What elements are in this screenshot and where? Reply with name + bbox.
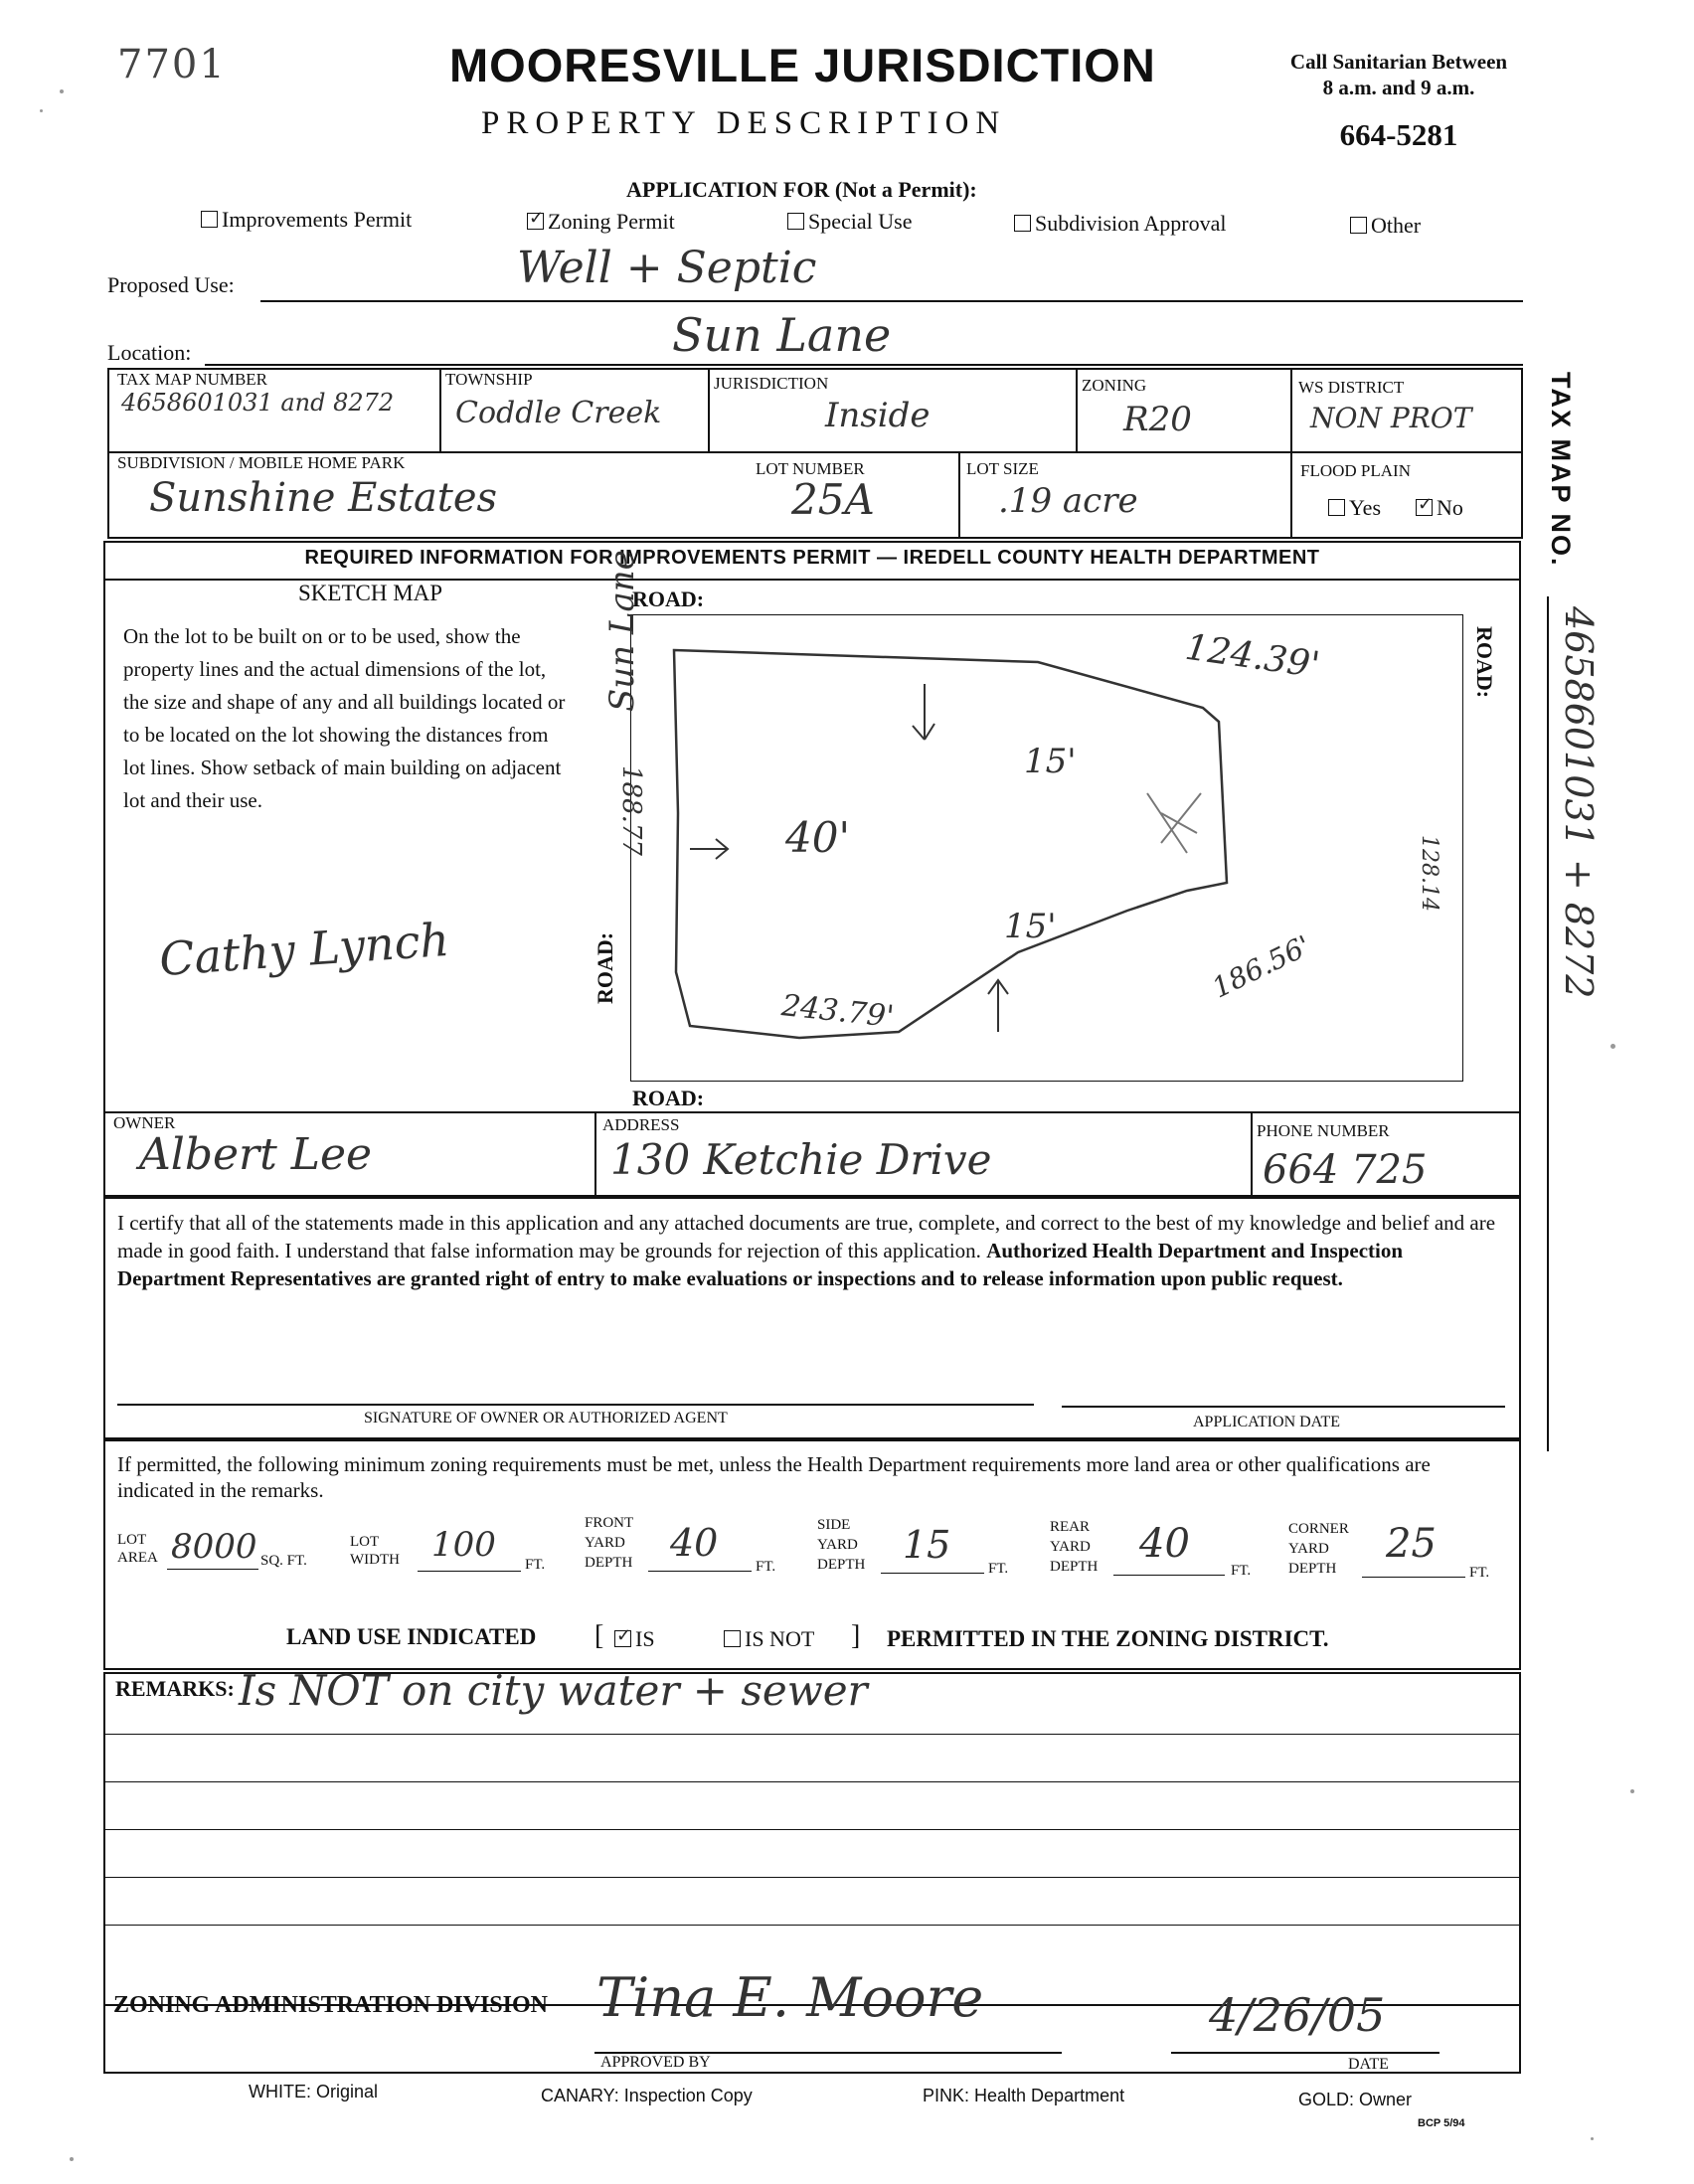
checkbox-zoning[interactable] xyxy=(527,213,544,230)
land-use-label: LAND USE INDICATED xyxy=(286,1624,537,1649)
flood-yes-option[interactable]: Yes xyxy=(1328,495,1381,521)
location-label: Location: xyxy=(107,340,192,365)
owner-label: OWNER xyxy=(113,1113,176,1132)
sketch-heading: SKETCH MAP xyxy=(298,581,443,605)
setback-side-top: 15' xyxy=(1024,742,1077,781)
flood-plain-label: FLOOD PLAIN xyxy=(1300,461,1411,480)
zoning-value[interactable]: R20 xyxy=(1123,400,1192,439)
option-special-use[interactable]: Special Use xyxy=(787,209,912,235)
bracket-left: [ xyxy=(594,1620,604,1651)
lot-sketch xyxy=(630,614,1463,1082)
subdivision-label: SUBDIVISION / MOBILE HOME PARK xyxy=(117,453,406,472)
approval-date-label: DATE xyxy=(1348,2056,1389,2073)
jurisdiction-label: JURISDICTION xyxy=(714,374,829,393)
street-note: Sun Lane xyxy=(602,550,642,712)
copy-white: WHITE: Original xyxy=(249,2082,379,2101)
required-banner: REQUIRED INFORMATION FOR IMPROVEMENTS PERMIT — IREDELL COUNTY HEALTH DEPARTMENT xyxy=(304,547,1320,569)
checkbox-improvements[interactable] xyxy=(201,211,218,228)
land-use-is-option[interactable]: ✓ IS xyxy=(614,1626,655,1652)
ws-district-label: WS DISTRICT xyxy=(1298,378,1405,397)
corner-yard-label: CORNER YARD DEPTH xyxy=(1288,1521,1349,1577)
lot-area-unit: SQ. FT. xyxy=(260,1553,307,1569)
remarks-value[interactable]: Is NOT on city water + sewer xyxy=(239,1666,868,1715)
front-yard-value[interactable]: 40 xyxy=(670,1521,719,1565)
proposed-use-label: Proposed Use: xyxy=(107,272,235,297)
arrow-top-icon xyxy=(913,684,934,740)
proposed-use-line xyxy=(260,300,1523,302)
sketch-signature: Cathy Lynch xyxy=(157,912,451,987)
arrow-front-icon xyxy=(690,839,728,859)
call-line-1: Call Sanitarian Between xyxy=(1289,50,1508,74)
front-yard-label: FRONT YARD DEPTH xyxy=(585,1515,634,1571)
township-value[interactable]: Coddle Creek xyxy=(455,396,662,430)
approved-by-label: APPROVED BY xyxy=(600,2054,711,2071)
checkbox-is-not[interactable] xyxy=(724,1630,741,1647)
remarks-section xyxy=(103,1672,1521,2006)
lot-width-unit: FT. xyxy=(525,1557,546,1573)
checkbox-other[interactable] xyxy=(1350,217,1367,234)
checkbox-is[interactable] xyxy=(614,1630,631,1647)
copy-canary: CANARY: Inspection Copy xyxy=(541,2086,753,2105)
checkbox-subdivision[interactable] xyxy=(1014,215,1031,232)
side-tax-map-value[interactable]: 4658601031 + 8272 xyxy=(1557,606,1601,999)
checkbox-flood-yes[interactable] xyxy=(1328,499,1345,516)
zoning-label: ZONING xyxy=(1082,376,1147,395)
remarks-label: REMARKS: xyxy=(115,1676,235,1701)
setback-front: 40' xyxy=(785,813,850,862)
location-line xyxy=(205,364,1523,366)
road-label-left: ROAD: xyxy=(593,931,617,1004)
jurisdiction-value[interactable]: Inside xyxy=(825,396,931,435)
owner-value[interactable]: Albert Lee xyxy=(139,1129,373,1180)
form-code: BCP 5/94 xyxy=(1418,2117,1465,2129)
lot-size-label: LOT SIZE xyxy=(966,459,1039,478)
rear-yard-label: REAR YARD DEPTH xyxy=(1050,1519,1099,1575)
dim-diagonal: 186.56' xyxy=(1207,928,1316,1005)
rear-yard-value[interactable]: 40 xyxy=(1139,1521,1190,1567)
lot-number-value[interactable]: 25A xyxy=(791,475,875,524)
sketch-instructions: On the lot to be built on or to be used, show the property lines and the actual dimensions of the lot, the size and shape of any and all buildings located or to be located on the lot showing the distances from lot lines. Show setback of main building on adjacent lot and their use. xyxy=(123,624,566,812)
front-yard-unit: FT. xyxy=(756,1559,776,1575)
approval-date-value[interactable]: 4/26/05 xyxy=(1209,1988,1386,2042)
lot-width-value[interactable]: 100 xyxy=(431,1525,496,1565)
road-label-top: ROAD: xyxy=(632,587,705,611)
copy-pink: PINK: Health Department xyxy=(923,2086,1125,2105)
lot-number-label: LOT NUMBER xyxy=(756,459,865,478)
rear-yard-unit: FT. xyxy=(1231,1563,1252,1579)
zoning-intro: If permitted, the following minimum zoning requirements must be met, unless the Health Department requirements more land area or other qualifications are indicated in the remarks. xyxy=(117,1452,1431,1502)
road-label-right: ROAD: xyxy=(1472,626,1497,699)
dim-bottom: 243.79' xyxy=(779,988,896,1035)
permitted-label: PERMITTED IN THE ZONING DISTRICT. xyxy=(887,1626,1329,1651)
phone-number-label: PHONE NUMBER xyxy=(1257,1121,1390,1140)
flood-no-option[interactable]: ✓ No xyxy=(1416,495,1463,521)
form-number: 7701 xyxy=(117,42,227,87)
subdivision-value[interactable]: Sunshine Estates xyxy=(149,475,498,521)
call-line-2: 8 a.m. and 9 a.m. xyxy=(1322,76,1475,99)
option-subdivision-approval[interactable]: Subdivision Approval xyxy=(1014,211,1227,237)
setback-side-bottom: 15' xyxy=(1004,907,1057,946)
signature-label: SIGNATURE OF OWNER OR AUTHORIZED AGENT xyxy=(364,1410,728,1427)
checkbox-flood-no[interactable] xyxy=(1416,499,1433,516)
checkbox-special-use[interactable] xyxy=(787,213,804,230)
copy-gold: GOLD: Owner xyxy=(1298,2090,1413,2109)
side-yard-unit: FT. xyxy=(988,1561,1009,1577)
zoning-division-label: ZONING ADMINISTRATION DIVISION xyxy=(113,1992,548,2018)
lot-size-value[interactable]: .19 acre xyxy=(998,481,1138,521)
lot-area-value[interactable]: 8000 xyxy=(171,1527,257,1567)
lot-outline xyxy=(674,650,1227,1038)
call-phone: 664-5281 xyxy=(1339,117,1458,152)
tax-map-value[interactable]: 4658601031 and 8272 xyxy=(121,389,395,417)
land-use-is-not-option[interactable]: IS NOT xyxy=(724,1626,814,1652)
option-zoning-permit[interactable]: ✓ Zoning Permit xyxy=(527,209,675,235)
address-label: ADDRESS xyxy=(602,1115,680,1134)
arrow-bottom-icon xyxy=(988,980,1008,1032)
application-date-line[interactable] xyxy=(1062,1406,1505,1408)
approved-by-value[interactable]: Tina E. Moore xyxy=(596,1966,984,2029)
bracket-right: ] xyxy=(851,1620,861,1651)
township-label: TOWNSHIP xyxy=(445,370,533,389)
lot-area-label: LOT AREA xyxy=(117,1532,158,1566)
option-improvements-permit[interactable]: Improvements Permit xyxy=(201,207,412,233)
address-value[interactable]: 130 Ketchie Drive xyxy=(610,1135,992,1184)
option-other[interactable]: Other xyxy=(1350,213,1421,239)
tax-map-label: TAX MAP NUMBER xyxy=(117,370,268,389)
proposed-use-value[interactable]: Well + Septic xyxy=(517,243,817,293)
scribble-marks xyxy=(1147,793,1201,853)
side-yard-value[interactable]: 15 xyxy=(903,1523,951,1567)
dim-right: 128.14 xyxy=(1417,835,1441,912)
dim-left: 188.77 xyxy=(616,765,646,856)
lot-width-label: LOT WIDTH xyxy=(350,1534,400,1568)
certification-text: I certify that all of the statements made in this application and any attached documents are true, complete, and correct to the best of my knowledge and belief and are made in good faith. I understand that false information may be grounds for rejection of this application. Authorized Health Department and Inspection Department Representatives are granted right of entry to make evaluations or inspections and to release information upon public request. xyxy=(117,1211,1496,1290)
road-label-bottom: ROAD: xyxy=(632,1086,705,1110)
page-subtitle: PROPERTY DESCRIPTION xyxy=(481,105,1007,141)
page-title: MOORESVILLE JURISDICTION xyxy=(449,39,1156,91)
ws-district-value[interactable]: NON PROT xyxy=(1310,402,1472,434)
side-tax-map-label: TAX MAP NO. xyxy=(1546,372,1576,568)
application-heading: APPLICATION FOR (Not a Permit): xyxy=(626,177,977,202)
signature-line[interactable] xyxy=(117,1404,1034,1406)
side-yard-label: SIDE YARD DEPTH xyxy=(817,1517,866,1573)
phone-number-value[interactable]: 664 725 xyxy=(1263,1147,1428,1193)
application-date-label: APPLICATION DATE xyxy=(1193,1414,1340,1430)
corner-yard-value[interactable]: 25 xyxy=(1386,1521,1437,1567)
corner-yard-unit: FT. xyxy=(1469,1565,1490,1581)
location-value[interactable]: Sun Lane xyxy=(672,308,892,362)
dim-top: 124.39' xyxy=(1182,626,1323,687)
